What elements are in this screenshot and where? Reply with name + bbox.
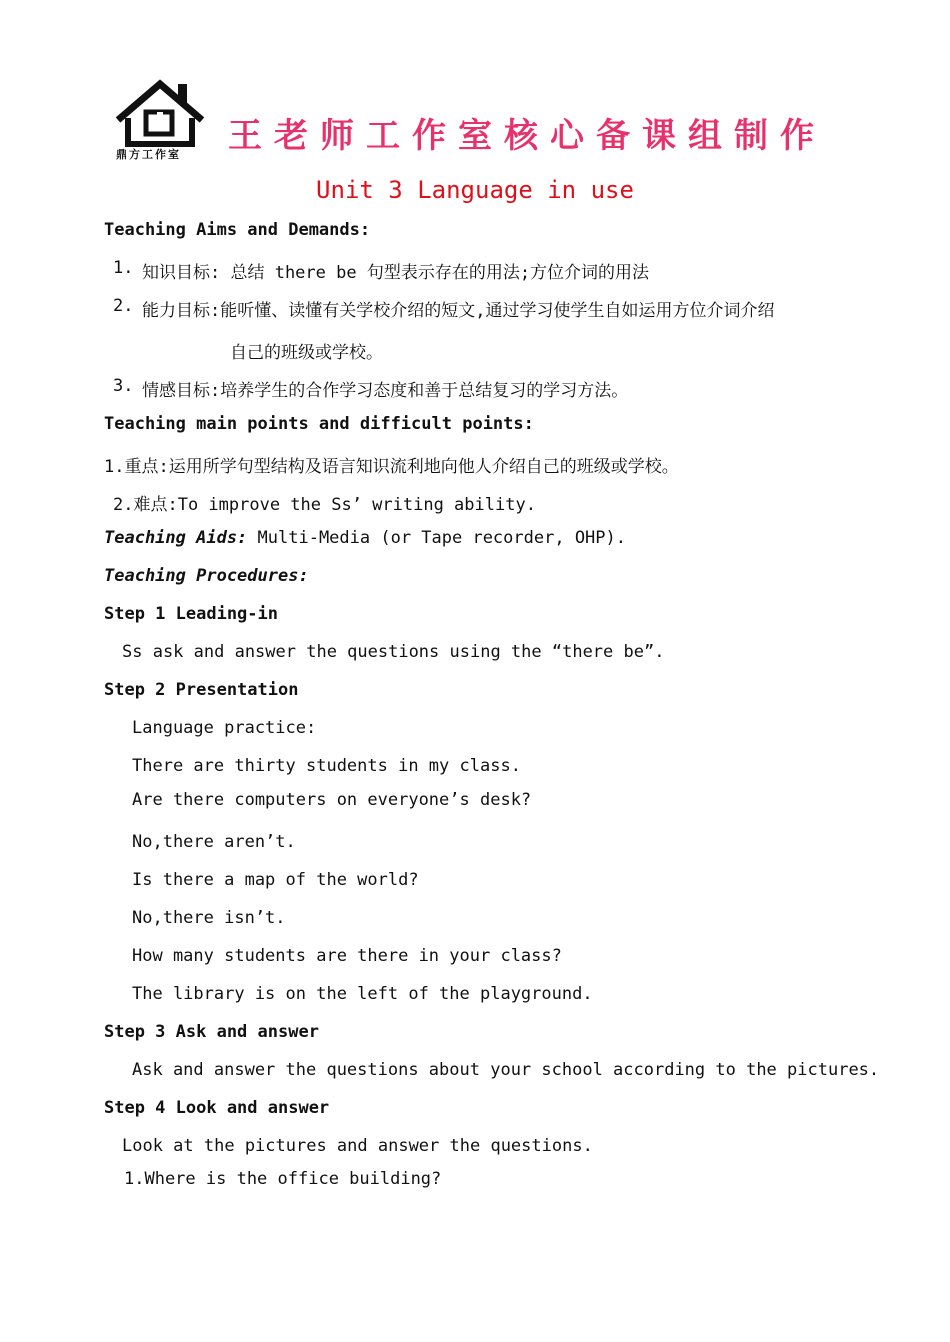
points-heading: Teaching main points and difficult points: (104, 414, 534, 434)
teaching-aids (104, 528, 626, 548)
step2-line: The library is on the left of the playground. (132, 984, 593, 1004)
aims-item-2-num: 2. (113, 296, 134, 316)
aims-item-1-num: 1. (113, 258, 134, 278)
aims-item-2-text: 能力目标:能听懂、读懂有关学校介绍的短文,通过学习使学生自如运用方位介词介绍 (142, 301, 775, 321)
step2-line: There are thirty students in my class. (132, 756, 521, 776)
aims-item-1-text: 知识目标: 总结 there be 句型表示存在的用法;方位介词的用法 (142, 263, 650, 283)
studio-banner: 王老师工作室核心备课组制作 (228, 116, 826, 156)
page-title: Unit 3 Language in use (316, 176, 634, 204)
step2-line: Is there a map of the world? (132, 870, 419, 890)
step1-title: Step 1 Leading-in (104, 604, 278, 624)
aims-item-2-continuation: 自己的班级或学校。 (230, 343, 383, 363)
aids-label: Teaching Aids: (104, 528, 248, 548)
step2-line: No,there isn’t. (132, 908, 286, 928)
step2-line: How many students are there in your class? (132, 946, 562, 966)
aids-text: Multi-Media (or Tape recorder, OHP). (247, 528, 626, 548)
step2-line: Are there computers on everyone’s desk? (132, 790, 532, 810)
step1-text: Ss ask and answer the questions using the “there be”. (122, 642, 665, 662)
step2-title: Step 2 Presentation (104, 680, 299, 700)
procedures-heading: Teaching Procedures: (104, 566, 309, 586)
step3-title: Step 3 Ask and answer (104, 1022, 319, 1042)
key-point: 1.重点:运用所学句型结构及语言知识流利地向他人介绍自己的班级或学校。 (104, 457, 679, 477)
aims-heading: Teaching Aims and Demands: (104, 220, 371, 240)
aims-item-3-num: 3. (113, 376, 134, 396)
step4-title: Step 4 Look and answer (104, 1098, 330, 1118)
step2-line: No,there aren’t. (132, 832, 296, 852)
step4-text: Look at the pictures and answer the questions. (122, 1136, 593, 1156)
step3-text: Ask and answer the questions about your school according to the pictures. (132, 1060, 880, 1080)
step4-question-1: 1.Where is the office building? (124, 1169, 442, 1189)
aims-item-3-text: 情感目标:培养学生的合作学习态度和善于总结复习的学习方法。 (142, 381, 629, 401)
logo-caption: 鼎方工作室 (116, 148, 181, 161)
step2-line: Language practice: (132, 718, 317, 738)
difficult-point: 2.难点:To improve the Ss’ writing ability. (113, 495, 536, 515)
house-logo-icon (112, 78, 208, 164)
